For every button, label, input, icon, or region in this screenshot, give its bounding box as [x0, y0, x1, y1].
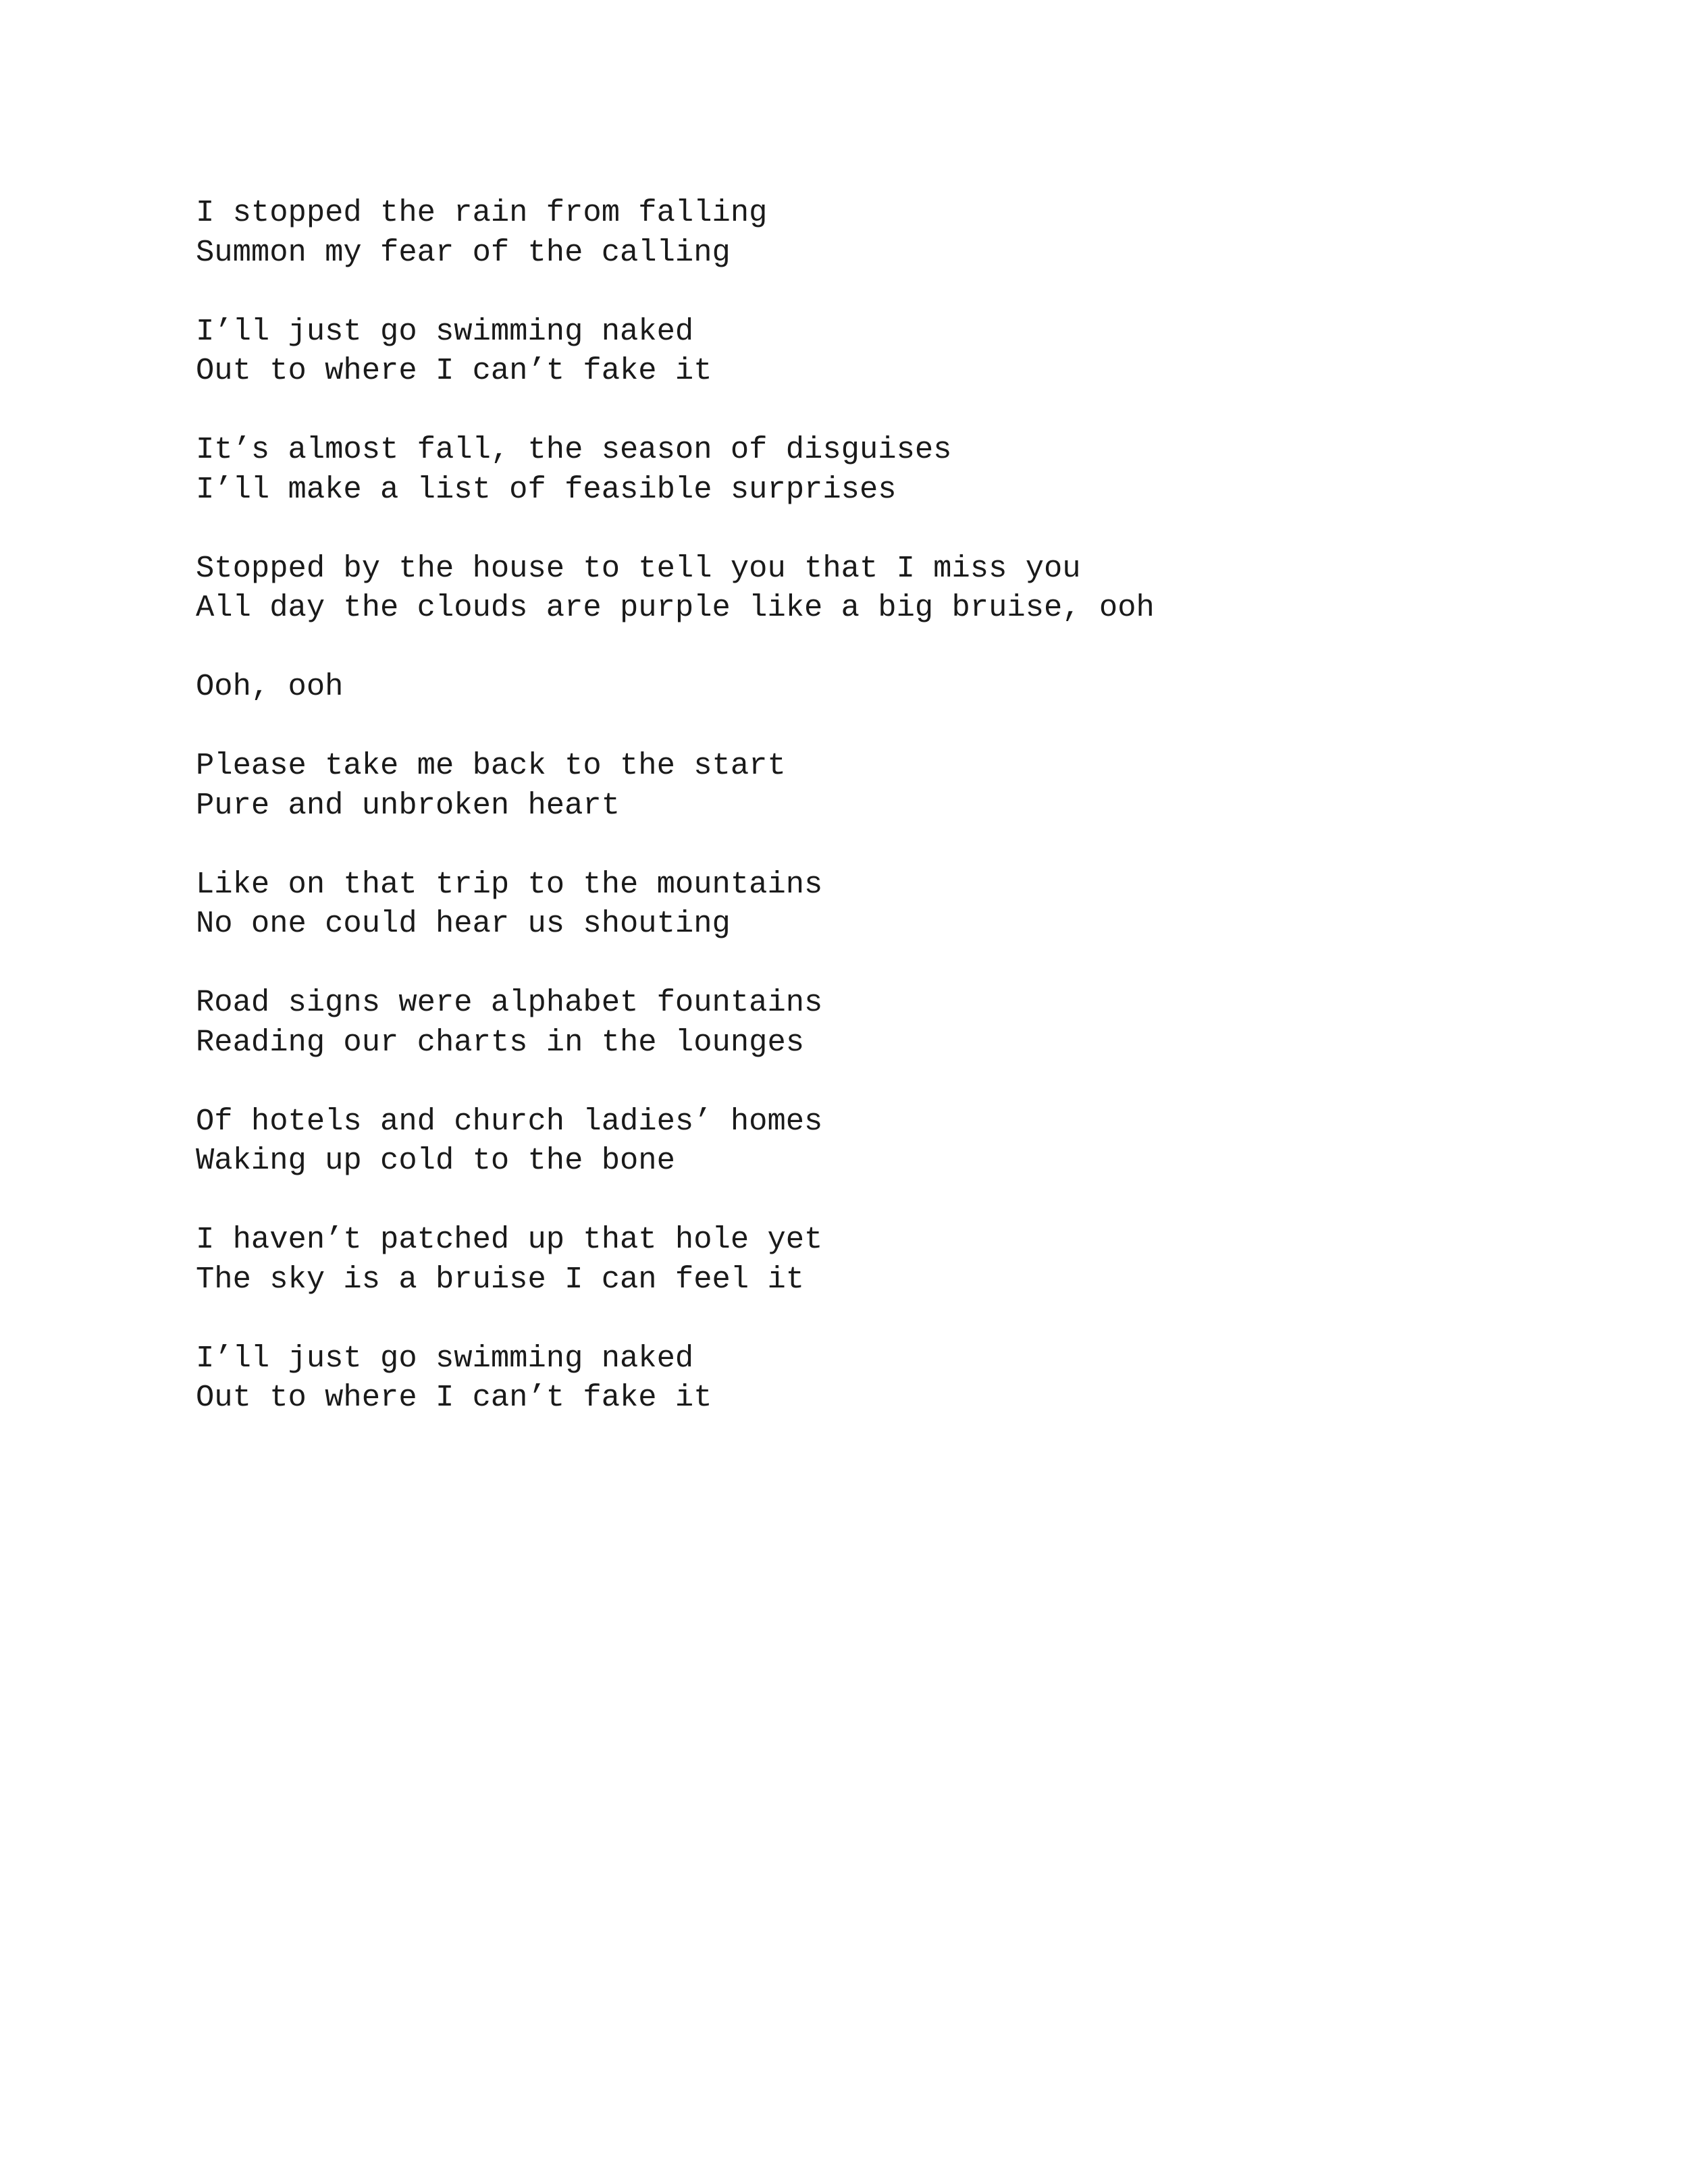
lyric-line: Of hotels and church ladies’ homes	[196, 1103, 823, 1139]
stanza	[196, 549, 1546, 628]
lyric-line: All day the clouds are purple like a big bruise, ooh	[196, 590, 1155, 625]
lyric-line: Like on that trip to the mountains	[196, 866, 823, 902]
lyric-line: I’ll make a list of feasible surprises	[196, 471, 897, 507]
lyric-line: It’s almost fall, the season of disguises	[196, 432, 952, 467]
lyrics-body	[196, 193, 1546, 1457]
stanza	[196, 312, 1546, 391]
lyric-line: The sky is a bruise I can feel it	[196, 1261, 805, 1297]
lyric-line: Waking up cold to the bone	[196, 1143, 675, 1178]
stanza	[196, 667, 1546, 707]
lyric-line: Pure and unbroken heart	[196, 787, 621, 823]
lyric-line: Road signs were alphabet fountains	[196, 985, 823, 1020]
lyric-line: I stopped the rain from falling	[196, 195, 768, 230]
stanza	[196, 1220, 1546, 1299]
lyric-line: Please take me back to the start	[196, 748, 786, 783]
lyric-line: I’ll just go swimming naked	[196, 1340, 694, 1376]
stanza	[196, 1102, 1546, 1181]
lyric-line: Summon my fear of the calling	[196, 234, 731, 270]
stanza	[196, 1339, 1546, 1418]
lyric-line: Reading our charts in the lounges	[196, 1024, 805, 1060]
lyric-line: I haven’t patched up that hole yet	[196, 1222, 823, 1257]
lyric-line: Out to where I can’t fake it	[196, 353, 712, 388]
lyric-line: I’ll just go swimming naked	[196, 313, 694, 349]
lyric-line: Ooh, ooh	[196, 669, 344, 704]
stanza	[196, 865, 1546, 944]
lyric-line: Stopped by the house to tell you that I miss you	[196, 550, 1081, 586]
stanza	[196, 746, 1546, 825]
stanza	[196, 430, 1546, 509]
stanza	[196, 983, 1546, 1062]
lyric-line: No one could hear us shouting	[196, 906, 731, 941]
stanza	[196, 193, 1546, 272]
lyric-line: Out to where I can’t fake it	[196, 1380, 712, 1415]
